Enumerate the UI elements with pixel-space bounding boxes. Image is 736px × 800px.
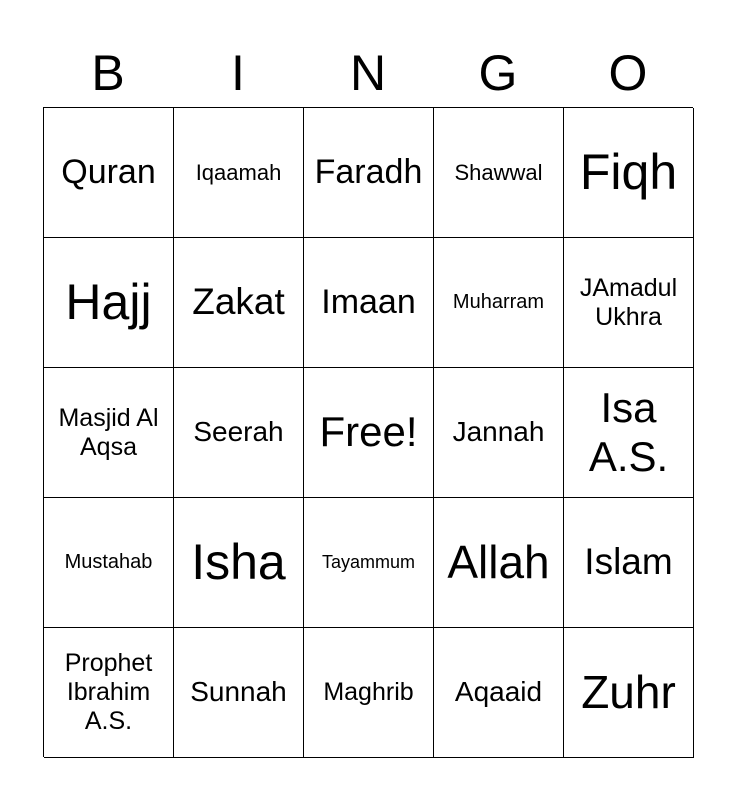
cell-label: Sunnah [190,676,287,708]
bingo-header [43,40,693,106]
bingo-cell[interactable] [434,498,564,628]
bingo-cell[interactable] [564,368,694,498]
bingo-cell[interactable] [304,628,434,758]
cell-label: Seerah [193,416,284,448]
cell-label: Allah [447,536,550,589]
bingo-cell[interactable] [304,368,434,498]
cell-label: Hajj [65,273,152,330]
cell-label: Muharram [452,291,545,313]
header-letter-b: B [91,45,125,101]
bingo-cell[interactable] [434,628,564,758]
bingo-cell[interactable] [564,108,694,238]
header-letter-g: G [478,45,518,101]
cell-label: Shawwal [454,159,543,185]
bingo-cell[interactable] [304,238,434,368]
bingo-cell[interactable] [434,108,564,238]
bingo-cell[interactable] [44,498,174,628]
bingo-cell[interactable] [564,238,694,368]
bingo-cell[interactable] [174,628,304,758]
header-letter-n: N [349,45,387,101]
cell-label: JAmadul Ukhra [579,273,678,331]
cell-label: Maghrib [323,678,414,707]
cell-label: Isa A.S. [588,384,669,480]
cell-label: Imaan [321,282,416,321]
bingo-cell[interactable] [174,368,304,498]
cell-label: Free! [319,408,418,456]
cell-label: Zuhr [581,666,676,719]
bingo-board [43,107,693,757]
bingo-cell[interactable] [174,108,304,238]
bingo-cell[interactable] [44,108,174,238]
cell-label: Mustahab [64,551,153,573]
cell-label: Fiqh [579,143,678,200]
cell-label: Faradh [314,152,423,191]
cell-label: Tayammum [321,552,415,573]
cell-label: Isha [191,533,286,590]
cell-label: Iqaamah [195,159,282,185]
cell-label: Islam [584,541,673,583]
bingo-cell[interactable] [304,108,434,238]
bingo-cell[interactable] [304,498,434,628]
cell-label: Jannah [452,416,545,448]
bingo-cell[interactable] [44,368,174,498]
cell-label: Quran [61,152,156,191]
bingo-cell[interactable] [434,238,564,368]
cell-label: Zakat [192,281,285,323]
cell-label: Masjid Al Aqsa [58,403,159,461]
cell-label: Prophet Ibrahim A.S. [64,649,153,735]
bingo-cell[interactable] [44,628,174,758]
bingo-cell[interactable] [564,498,694,628]
bingo-cell[interactable] [44,238,174,368]
bingo-cell[interactable] [564,628,694,758]
header-letter-i: I [231,45,245,101]
bingo-cell[interactable] [434,368,564,498]
header-letter-o: O [608,45,648,101]
cell-label: Aqaaid [454,676,543,708]
bingo-cell[interactable] [174,498,304,628]
bingo-cell[interactable] [174,238,304,368]
